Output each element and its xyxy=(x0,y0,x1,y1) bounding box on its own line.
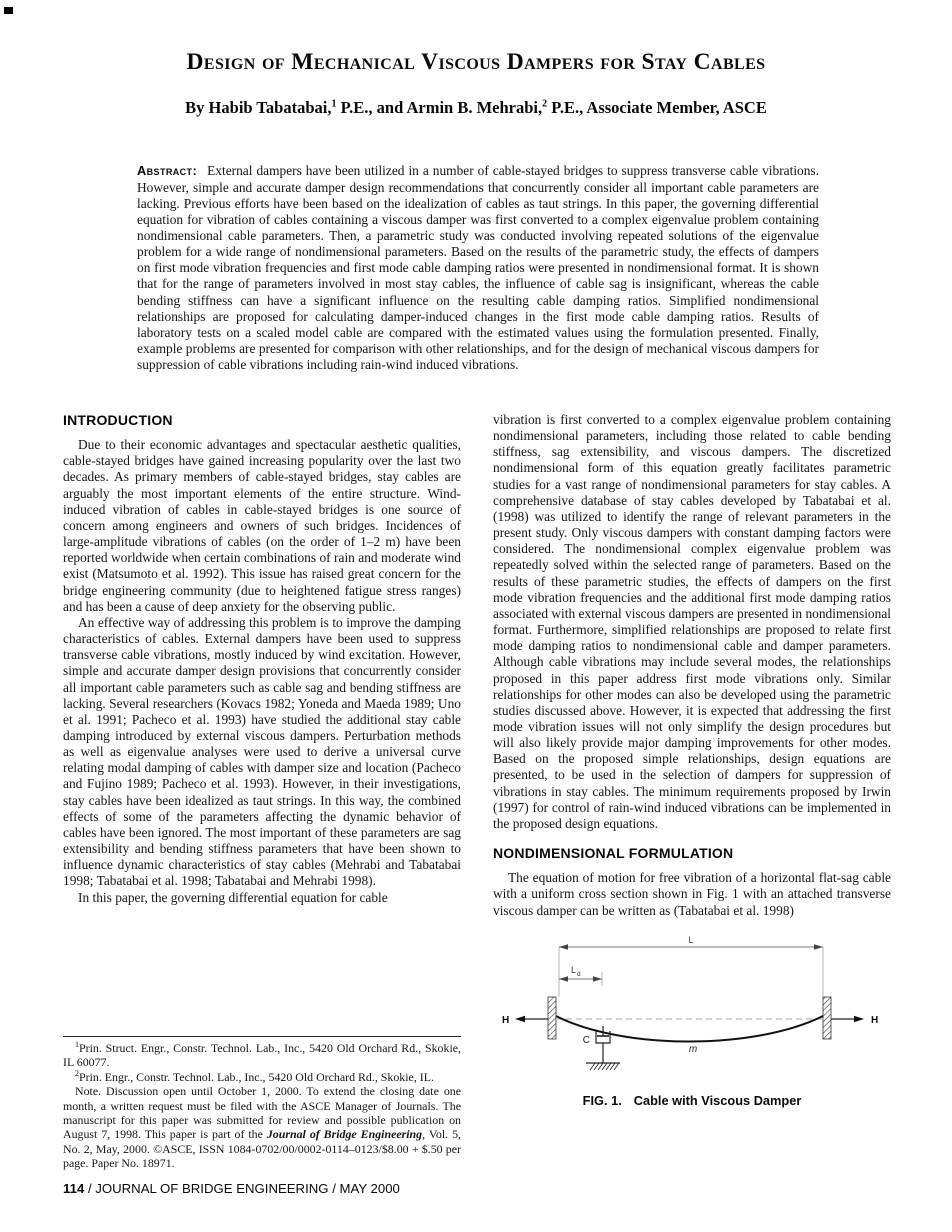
page-footer xyxy=(63,1181,663,1196)
journal-name: Journal of Bridge Engineering xyxy=(266,1127,423,1142)
left-support xyxy=(548,997,556,1039)
footnote-1-text: Prin. Struct. Engr., Constr. Technol. Lab., Inc., 5420 Old Orchard Rd., Skokie, IL 60077. xyxy=(63,1041,461,1070)
section-heading-introduction: INTRODUCTION xyxy=(63,412,173,428)
byline-part-3: P.E., Associate Member, ASCE xyxy=(547,98,767,117)
footnote-note-text-2: , Vol. 5, No. 2, May, 2000. ©ASCE, ISSN 1084-0702/00/0002-0114–0123/$8.00 + $.50 per page. Paper No. 18971. xyxy=(63,1127,461,1171)
intro-paragraph-2: An effective way of addressing this problem is to improve the damping characteristics of cables. External dampers have been used to suppress transverse cable vibrations, mostly induced by wind excitation. However, simple and accurate damper design provisions that concurrently consider all important cable parameters such as cable sag and bending stiffness are lacking. Several researchers (Kovacs 1982; Yoneda and Maeda 1989; Uno et al. 1991; Pacheco et al. 1993) have studied the additional stay cable damping introduced by external viscous dampers. Perturbation methods as well as eigenvalue analyses were used to derive a universal curve relating modal damping of cables with damper size and location (Pacheco and Fujino 1989; Pacheco et al. 1993). However, in their investigations, stay cables have been idealized as taut strings. In this way, the combined effects of some of the parameters affecting the dynamic behavior of cables have been ignored. The most important of these parameters are sag extensibility and bending stiffness parameters that have been shown to influence dynamic characteristics of stay cables (Mehrabi and Tabatabai 1998; Tabatabai et al. 1998; Tabatabai and Mehrabi 1998). xyxy=(63,614,461,889)
footnote-2-marker: 2 xyxy=(75,1068,79,1078)
span-dimension-label: L xyxy=(688,934,694,945)
author-footnote-marker-1: 1 xyxy=(331,98,337,110)
ground-hatch xyxy=(586,1063,620,1070)
figure-1 xyxy=(493,933,891,1109)
span-dimension xyxy=(559,935,823,997)
right-column xyxy=(493,412,891,1109)
damper-label: C xyxy=(582,1034,590,1046)
tension-arrow-left xyxy=(502,1015,548,1026)
page-number: 114 xyxy=(63,1181,85,1196)
footnote-2-text: Prin. Engr., Constr. Technol. Lab., Inc., 5420 Old Orchard Rd., Skokie, IL. xyxy=(79,1069,434,1084)
footnote-1-marker: 1 xyxy=(75,1040,79,1050)
figure-caption-text: Cable with Viscous Damper xyxy=(633,1092,802,1108)
intro-paragraph-3: In this paper, the governing differential equation for cable xyxy=(78,889,388,905)
tension-label-right: H xyxy=(871,1014,879,1026)
tension-arrow-right xyxy=(831,1015,878,1026)
abstract-label: Abstract: xyxy=(137,163,198,179)
footnote-note xyxy=(63,1084,461,1170)
damper-offset-label-sub: d xyxy=(577,970,581,978)
formulation-paragraph: The equation of motion for free vibration of a horizontal flat-sag cable with a uniform cross section shown in Fig. 1 with an attached transverse viscous damper can be written as (Tabatabai et al. 1998) xyxy=(493,870,891,918)
byline-part-1: By Habib Tabatabai, xyxy=(185,98,332,117)
abstract xyxy=(137,163,819,373)
mass-label: m xyxy=(688,1043,698,1055)
author-footnote-marker-2: 2 xyxy=(542,98,548,110)
left-column xyxy=(63,412,461,906)
damper-offset-dimension xyxy=(559,965,602,986)
damper-offset-label: L xyxy=(570,964,576,975)
abstract-text: External dampers have been utilized in a number of cable-stayed bridges to suppress transverse cable vibrations. However, simple and accurate damper design recommendations that concurrently consider all important cable parameters are lacking. Previous efforts have been based on the idealization of cables as taut strings. In this paper, the governing differential equation for vibration of cables containing a viscous damper was first converted to a complex eigenvalue problem containing nondimensional cable parameters. Then, a parametric study was conducted involving repeated solutions of the eigenvalue problem for a wide range of nondimensional parameters. Based on the results of the parametric study, the effects of dampers on first mode vibration frequencies and first mode cable damping ratios were presented in nondimensional format. It is shown that for the range of parameters involved in most stay cables, the influence of cable sag is insignificant, whereas the cable bending stiffness can have a significant influence on the resulting cable damping ratios. Simplified nondimensional relationships are proposed for calculating damper-induced changes in the first mode cable damping ratios. Results of laboratory tests on a scaled model cable are compared with the estimated values using the formulation presented. Finally, example problems are presented for comparison with other relationships, and for the design of mechanical viscous dampers for suppression of cable vibrations including rain-wind induced vibrations. xyxy=(137,163,819,373)
scan-artifact xyxy=(4,7,13,14)
figure-caption xyxy=(493,1093,891,1109)
section-heading-nondimensional-formulation: NONDIMENSIONAL FORMULATION xyxy=(493,845,734,862)
footnote-note-text-1: Note. Discussion open until October 1, 2000. To extend the closing date one month, a written request must be filed with the ASCE Manager of Journals. The manuscript for this paper was submitted for review and possible publication on August 7, 1998. This paper is part of the xyxy=(63,1084,461,1142)
footnote-1 xyxy=(63,1041,461,1070)
footnote-2 xyxy=(63,1070,461,1084)
right-support xyxy=(823,997,831,1039)
byline-part-2: P.E., and Armin B. Mehrabi, xyxy=(336,98,543,117)
cable-diagram xyxy=(493,933,889,1081)
intro-paragraph-1: Due to their economic advantages and spectacular aesthetic qualities, cable-stayed bridges have gained increasing popularity over the last two decades. As primary members of cable-stayed bridges, stay cables are arguably the most important elements of the entire structure. Wind-induced vibration of cables in cable-stayed bridges is one source of concern among engineers and owners of such bridges. Incidences of large-amplitude vibrations of cables (on the order of 1–2 m) have been reported worldwide when certain combinations of rain and moderate wind exist (Matsumoto et al. 1992). This issue has raised great concern for the bridge engineering community (due to heightened fatigue stress ranges) and has been a cause of deep anxiety for the observing public. xyxy=(63,437,461,614)
footnotes xyxy=(63,1036,461,1171)
intro-continuation-paragraph: vibration is first converted to a complex eigenvalue problem containing nondimensional parameters, including those related to cable bending stiffness, sag extensibility, and viscous dampers. The discretized nondimensional form of this equation greatly facilitates parametric studies for a vast range of nondimensional parameters for stay cables. A comprehensive database of stay cables developed by Tabatabai et al. (1998) was utilized to identify the range of relevant parameters in the present study. Only viscous dampers with constant damping factors were considered. The nondimensional complex eigenvalue problem was repeatedly solved within the selected range of parameters. Based on the results of these parametric studies, the effects of dampers on the first mode vibration frequencies and the additional first mode damping ratios associated with external viscous dampers are presented in nondimensional format. Furthermore, simplified relationships are proposed to relate first mode damping ratios to nondimensional cable and damper parameters. Although cable vibrations may include several modes, the relationships proposed in this paper address first mode vibrations only. Similar relationships for other modes can also be developed using the parametric studies discussed above. However, it is expected that addressing the first mode vibration issues will not only simplify the design procedures but will also likely provide major damping improvements for other modes. Based on the proposed simple relationships, design equations are presented, to be used in the selection of dampers for suppression of vibrations in stay cables. The minimum requirements proposed by Irwin (1997) for control of rain-wind induced vibrations can be implemented in the proposed design equations. xyxy=(493,412,891,831)
page-footer-text: / JOURNAL OF BRIDGE ENGINEERING / MAY 2000 xyxy=(84,1181,400,1196)
figure-caption-label: FIG. 1. xyxy=(582,1092,622,1108)
byline xyxy=(0,98,952,118)
tension-label-left: H xyxy=(502,1014,510,1026)
paper-title: Design of Mechanical Viscous Dampers for Stay Cables xyxy=(186,49,766,75)
